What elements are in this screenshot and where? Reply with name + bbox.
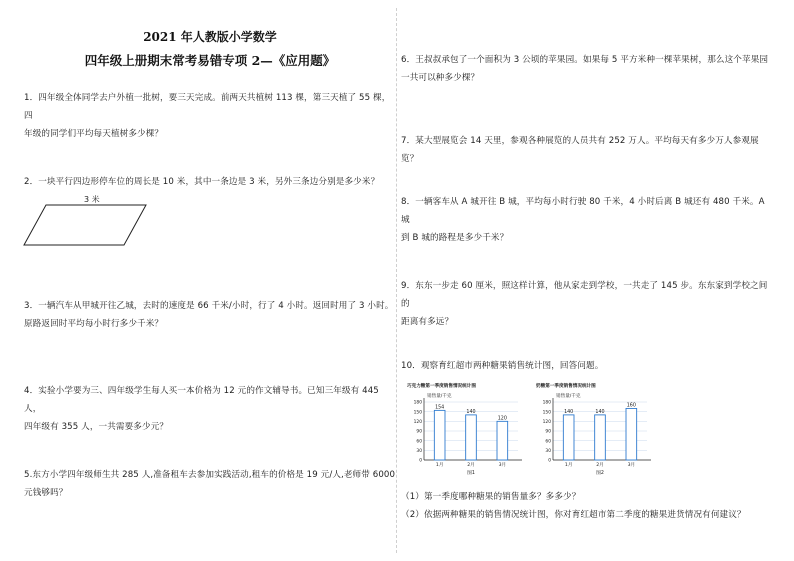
chart-tick-label: 120 bbox=[542, 419, 551, 425]
question-5 bbox=[24, 466, 396, 502]
chart-tick-label: 150 bbox=[542, 410, 551, 416]
chart-milk-candy bbox=[533, 380, 659, 480]
question-line: 5.东方小学四年级师生共 285 人,准备租车去参加实践活动,租车的价格是 19 元/人,老师带 6000 bbox=[24, 470, 396, 480]
question-line: 10．观察育红超市两种糖果销售统计图，回答问题。 bbox=[401, 361, 604, 371]
question-line: 四年级有 355 人，一共需要多少元？ bbox=[24, 422, 169, 432]
chart-tick-label: 90 bbox=[545, 429, 551, 435]
chart-data-label: 140 bbox=[466, 409, 476, 415]
chart-caption: 图1 bbox=[467, 471, 475, 476]
question-2 bbox=[24, 173, 396, 191]
sub-question-1: （1）第一季度哪种糖果的销售量多？多多少？ bbox=[401, 492, 581, 502]
question-7 bbox=[401, 132, 775, 168]
chart-tick-label: 0 bbox=[419, 458, 422, 464]
chart-tick-label: 60 bbox=[545, 439, 551, 445]
parallelogram-shape bbox=[24, 205, 146, 245]
chart-category-label: 2月 bbox=[467, 463, 475, 468]
chart-data-label: 154 bbox=[435, 405, 445, 411]
chart-tick-label: 120 bbox=[413, 419, 422, 425]
chart-title: 巧克力糖第一季度销售情况统计图 bbox=[407, 384, 476, 389]
chart-title: 奶糖第一季度销售情况统计图 bbox=[536, 384, 596, 389]
question-line: 到 B 城的路程是多少千米？ bbox=[401, 233, 509, 243]
question-line: 一共可以种多少棵？ bbox=[401, 73, 480, 83]
parallelogram-side-label: 3 米 bbox=[84, 195, 100, 204]
chart-category-label: 1月 bbox=[435, 463, 444, 468]
question-line: 7．某大型展览会 14 天里，参观各种展览的人员共有 252 万人。平均每天有多少万人参观展览？ bbox=[401, 136, 759, 164]
chart-caption: 图2 bbox=[596, 471, 604, 476]
chart-bar bbox=[626, 408, 637, 460]
sub-question-2: （2）依据两种糖果的销售情况统计图，你对育红超市第二季度的糖果进货情况有何建议？ bbox=[401, 510, 746, 520]
chart-bar bbox=[466, 415, 477, 460]
question-line: 9．东东一步走 60 厘米，照这样计算，他从家走到学校，一共走了 145 步。东东家到学校之间的 bbox=[401, 281, 768, 309]
chart-tick-label: 180 bbox=[542, 400, 551, 406]
column-divider bbox=[396, 8, 397, 553]
chart-category-label: 2月 bbox=[596, 463, 604, 468]
question-9 bbox=[401, 277, 775, 331]
question-line: 1．四年级全体同学去户外植一批树，要三天完成。前两天共植树 113 棵，第三天植了 55 棵，四 bbox=[24, 93, 391, 121]
question-line: 2．一块平行四边形停车位的周长是 10 米，其中一条边是 3 米，另外三条边分别是多少米？ bbox=[24, 177, 380, 187]
page-subtitle: 四年级上册期末常考易错专项 2—《应用题》 bbox=[84, 53, 336, 68]
question-line: 8．一辆客车从 A 城开往 B 城，平均每小时行驶 80 千米，4 小时后离 B 城还有 480 千米。A 城 bbox=[401, 197, 765, 225]
chart-data-label: 140 bbox=[564, 409, 574, 415]
parallelogram-figure bbox=[22, 193, 162, 249]
chart-bar bbox=[563, 415, 574, 460]
question-10-subquestions bbox=[401, 488, 775, 524]
chart-tick-label: 30 bbox=[416, 448, 422, 454]
chart-data-label: 160 bbox=[626, 403, 636, 409]
chart-category-label: 3月 bbox=[627, 463, 636, 468]
question-line: 4．实验小学要为三、四年级学生每人买一本价格为 12 元的作文辅导书。已知三年级有 445 人， bbox=[24, 386, 379, 414]
question-line: 年级的同学们平均每天植树多少棵？ bbox=[24, 129, 164, 139]
question-1 bbox=[24, 89, 396, 143]
question-line: 6．王叔叔承包了一个面积为 3 公顷的苹果园。如果每 5 平方米种一棵苹果树，那么这个苹果园 bbox=[401, 55, 769, 65]
chart-bar bbox=[595, 415, 606, 460]
question-line: 3．一辆汽车从甲城开往乙城，去时的速度是 66 千米/小时，行了 4 小时。返回时用了 3 小时。 bbox=[24, 301, 394, 311]
chart-tick-label: 0 bbox=[548, 458, 551, 464]
question-10 bbox=[401, 357, 775, 375]
chart-bar bbox=[497, 421, 508, 460]
chart-tick-label: 30 bbox=[545, 448, 551, 454]
question-3 bbox=[24, 297, 396, 333]
page-title: 2021 年人教版小学数学 bbox=[143, 30, 277, 44]
chart-tick-label: 60 bbox=[416, 439, 422, 445]
chart-category-label: 1月 bbox=[564, 463, 573, 468]
question-6 bbox=[401, 51, 775, 87]
chart-tick-label: 150 bbox=[413, 410, 422, 416]
chart-bar bbox=[434, 410, 445, 460]
chart-chocolate bbox=[404, 380, 530, 480]
question-line: 距离有多远？ bbox=[401, 317, 454, 327]
chart-tick-label: 180 bbox=[413, 400, 422, 406]
question-4 bbox=[24, 382, 396, 436]
question-line: 原路返回时平均每小时行多少千米？ bbox=[24, 319, 164, 329]
chart-ylabel: 销售量/千克 bbox=[427, 394, 452, 399]
question-line: 元钱够吗？ bbox=[24, 488, 68, 498]
chart-category-label: 3月 bbox=[498, 463, 507, 468]
chart-ylabel: 销售量/千克 bbox=[556, 394, 581, 399]
chart-tick-label: 90 bbox=[416, 429, 422, 435]
chart-data-label: 120 bbox=[497, 416, 507, 422]
chart-data-label: 140 bbox=[595, 409, 605, 415]
question-8 bbox=[401, 193, 775, 247]
